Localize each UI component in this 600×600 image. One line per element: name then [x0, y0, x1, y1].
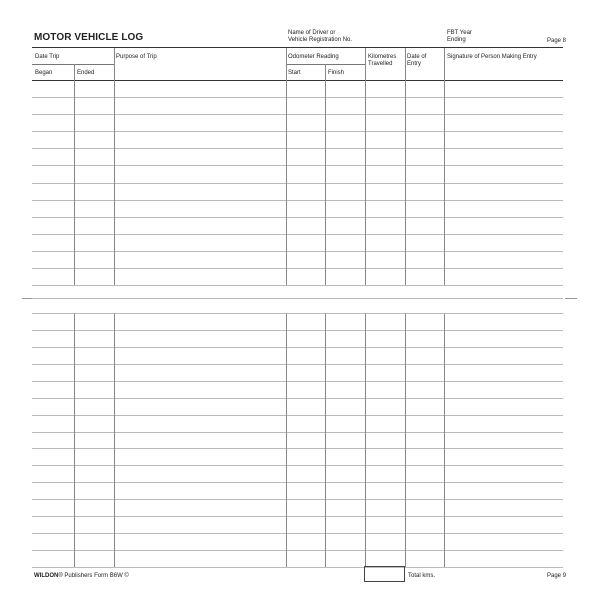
- driver-label-line2: Vehicle Registration No.: [288, 37, 353, 43]
- publisher-footer: [34, 573, 129, 580]
- header-column-line: [325, 64, 326, 80]
- table-row-line: [32, 313, 563, 314]
- col-km: [368, 54, 396, 68]
- col-odometer: Odometer Reading: [288, 54, 339, 60]
- table-row-line: [32, 285, 563, 286]
- col-km-line1: Kilometres: [368, 54, 397, 60]
- column-header-rule: [32, 80, 563, 81]
- col-purpose: Purpose of Trip: [116, 54, 157, 60]
- publisher-form: ® Publishers Form B6W ©: [58, 573, 129, 579]
- table-column-line: [74, 80, 75, 285]
- table-column-line: [325, 313, 326, 567]
- table-column-line: [114, 313, 115, 567]
- table-row-line: [32, 114, 563, 115]
- table-row-line: [32, 432, 563, 433]
- header-column-line: [286, 48, 287, 80]
- header-column-line: [365, 48, 366, 80]
- table-row-line: [32, 364, 563, 365]
- table-row-line: [32, 482, 563, 483]
- table-row-line: [32, 533, 563, 534]
- table-row-line: [32, 200, 563, 201]
- page-number-bottom: Page 9: [547, 573, 567, 579]
- table-row-line: [32, 550, 563, 551]
- col-date-entry: [407, 54, 426, 68]
- table-row-line: [32, 465, 563, 466]
- table-row-line: [32, 234, 563, 235]
- header-column-line: [114, 48, 115, 80]
- col-ended: Ended: [77, 70, 95, 76]
- col-start: Start: [288, 70, 301, 76]
- table-row-line: [32, 330, 563, 331]
- table-column-line: [444, 313, 445, 567]
- col-date-trip: Date Trip: [35, 54, 60, 60]
- table-column-line: [286, 313, 287, 567]
- col-signature: Signature of Person Making Entry: [447, 54, 537, 60]
- table-row-line: [32, 97, 563, 98]
- table-column-line: [325, 80, 326, 285]
- page-number-top: Page 8: [547, 38, 567, 44]
- table-row-line: [32, 251, 563, 252]
- total-kms-box[interactable]: [364, 566, 405, 582]
- header-column-line: [444, 48, 445, 80]
- fbt-label-line1: FBT Year: [447, 30, 472, 36]
- table-column-line: [405, 80, 406, 285]
- table-column-line: [74, 313, 75, 567]
- table-row-line: [32, 183, 563, 184]
- table-row-line: [32, 268, 563, 269]
- table-row-line: [32, 165, 563, 166]
- fbt-year-label: [447, 30, 472, 44]
- table-column-line: [444, 80, 445, 285]
- table-column-line: [286, 80, 287, 285]
- col-date-entry-line2: Entry: [407, 61, 422, 67]
- fold-line: [32, 298, 563, 299]
- header-column-line: [405, 48, 406, 80]
- col-km-line2: Travelled: [368, 61, 393, 67]
- fold-mark-left: [22, 298, 32, 299]
- col-finish: Finish: [328, 70, 345, 76]
- driver-label: [288, 30, 352, 44]
- date-subheader-rule: [32, 64, 114, 65]
- table-row-line: [32, 381, 563, 382]
- col-date-entry-line1: Date of: [407, 54, 427, 60]
- col-began: Began: [35, 70, 53, 76]
- header-column-line: [74, 64, 75, 80]
- table-column-line: [405, 313, 406, 567]
- table-column-line: [114, 80, 115, 285]
- table-row-line: [32, 131, 563, 132]
- table-row-line: [32, 347, 563, 348]
- publisher-brand: WILDON: [34, 573, 59, 579]
- page-title: MOTOR VEHICLE LOG: [34, 32, 144, 43]
- driver-label-line1: Name of Driver or: [288, 30, 336, 36]
- table-row-line: [32, 516, 563, 517]
- table-row-line: [32, 499, 563, 500]
- table-row-line: [32, 217, 563, 218]
- table-row-line: [32, 448, 563, 449]
- fold-mark-right: [565, 298, 577, 299]
- table-row-line: [32, 148, 563, 149]
- fbt-label-line2: Ending: [447, 37, 466, 43]
- table-column-line: [365, 313, 366, 567]
- header-rule: [32, 47, 563, 48]
- table-column-line: [365, 80, 366, 285]
- total-kms-label: Total kms.: [408, 573, 436, 579]
- table-row-line: [32, 567, 563, 568]
- table-row-line: [32, 415, 563, 416]
- table-row-line: [32, 398, 563, 399]
